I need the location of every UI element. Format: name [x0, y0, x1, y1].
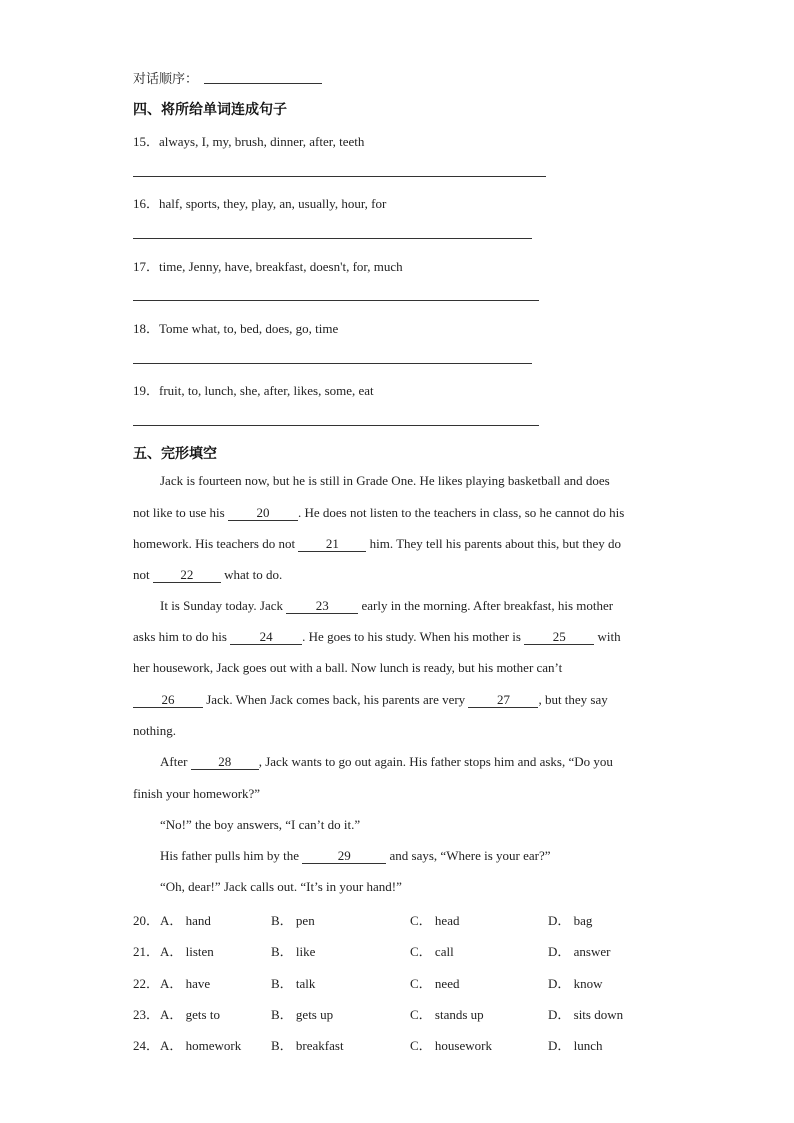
option-b[interactable]: B． like — [271, 944, 316, 959]
option-b[interactable]: B． pen — [271, 913, 315, 928]
option-number: 22． — [133, 976, 160, 991]
option-a[interactable]: A． have — [160, 976, 211, 991]
passage-line: homework. His teachers do not 21 him. They tell his parents about this, but they do — [133, 536, 622, 551]
passage-line: It is Sunday today. Jack 23 early in the morning. After breakfast, his mother — [160, 598, 614, 613]
option-c[interactable]: C． head — [410, 913, 460, 928]
question-words: always, I, my, brush, dinner, after, teeth — [159, 134, 365, 149]
question-words: fruit, to, lunch, she, after, likes, some, eat — [159, 383, 374, 398]
passage-line: nothing. — [133, 723, 176, 738]
option-number: 23． — [133, 1007, 160, 1022]
passage-line: “Oh, dear!” Jack calls out. “It’s in your hand!” — [160, 879, 402, 894]
option-a[interactable]: A． homework — [160, 1038, 242, 1053]
answer-line-16[interactable] — [133, 238, 532, 239]
option-b[interactable]: B． talk — [271, 976, 316, 991]
option-b[interactable]: B． gets up — [271, 1007, 334, 1022]
order-label-text: 对话顺序： — [133, 72, 199, 87]
question-16 — [133, 193, 386, 212]
blank-21[interactable]: 21 — [298, 537, 366, 552]
blank-26[interactable]: 26 — [133, 693, 203, 708]
passage-line: “No!” the boy answers, “I can’t do it.” — [160, 817, 361, 832]
option-c[interactable]: C． need — [410, 976, 460, 991]
option-d[interactable]: D． sits down — [548, 1007, 624, 1022]
question-15 — [133, 131, 364, 150]
option-number: 21． — [133, 944, 160, 959]
question-18 — [133, 318, 338, 337]
blank-29[interactable]: 29 — [302, 849, 386, 864]
question-19 — [133, 380, 374, 399]
blank-22[interactable]: 22 — [153, 568, 221, 583]
passage-line: asks him to do his 24 . He goes to his study. When his mother is 25 with — [133, 629, 621, 644]
passage-line: not like to use his 20 . He does not listen to the teachers in class, so he cannot do his — [133, 505, 625, 520]
passage-line: not 22 what to do. — [133, 567, 283, 582]
option-number: 24． — [133, 1038, 160, 1053]
passage-line: His father pulls him by the 29 and says, “Where is your ear?” — [160, 848, 551, 863]
answer-line-15[interactable] — [133, 176, 546, 177]
passage-line: After 28 , Jack wants to go out again. His father stops him and asks, “Do you — [160, 754, 613, 769]
question-number: 19． — [133, 383, 160, 398]
blank-20[interactable]: 20 — [228, 506, 298, 521]
option-d[interactable]: D． lunch — [548, 1038, 603, 1053]
option-d[interactable]: D． answer — [548, 944, 611, 959]
dialogue-order-answer-line[interactable] — [204, 83, 322, 84]
section4-title: 四、将所给单词连成句子 — [133, 102, 287, 118]
option-number: 20． — [133, 913, 160, 928]
option-d[interactable]: D． know — [548, 976, 603, 991]
option-c[interactable]: C． call — [410, 944, 454, 959]
section5-title: 五、完形填空 — [133, 446, 217, 462]
answer-line-19[interactable] — [133, 425, 539, 426]
question-words: Tome what, to, bed, does, go, time — [159, 321, 339, 336]
blank-25[interactable]: 25 — [524, 630, 594, 645]
question-number: 16． — [133, 196, 160, 211]
option-c[interactable]: C． housework — [410, 1038, 492, 1053]
passage-line: finish your homework?” — [133, 786, 261, 801]
option-c[interactable]: C． stands up — [410, 1007, 484, 1022]
passage-line: her housework, Jack goes out with a ball. Now lunch is ready, but his mother can’t — [133, 660, 563, 675]
answer-line-17[interactable] — [133, 300, 539, 301]
option-a[interactable]: A． hand — [160, 913, 211, 928]
option-a[interactable]: A． listen — [160, 944, 214, 959]
passage-line: Jack is fourteen now, but he is still in Grade One. He likes playing basketball and does — [160, 473, 610, 488]
question-17 — [133, 256, 403, 275]
blank-28[interactable]: 28 — [191, 755, 259, 770]
dialogue-order-label — [133, 68, 198, 87]
blank-23[interactable]: 23 — [286, 599, 358, 614]
blank-24[interactable]: 24 — [230, 630, 302, 645]
option-b[interactable]: B． breakfast — [271, 1038, 344, 1053]
answer-line-18[interactable] — [133, 363, 532, 364]
blank-27[interactable]: 27 — [468, 693, 538, 708]
question-number: 18． — [133, 321, 160, 336]
question-words: half, sports, they, play, an, usually, hour, for — [159, 196, 387, 211]
question-number: 15． — [133, 134, 160, 149]
question-words: time, Jenny, have, breakfast, doesn't, for, much — [159, 259, 403, 274]
option-a[interactable]: A． gets to — [160, 1007, 220, 1022]
question-number: 17． — [133, 259, 160, 274]
option-d[interactable]: D． bag — [548, 913, 593, 928]
passage-line: 26 Jack. When Jack comes back, his parents are very 27 , but they say — [133, 692, 663, 708]
